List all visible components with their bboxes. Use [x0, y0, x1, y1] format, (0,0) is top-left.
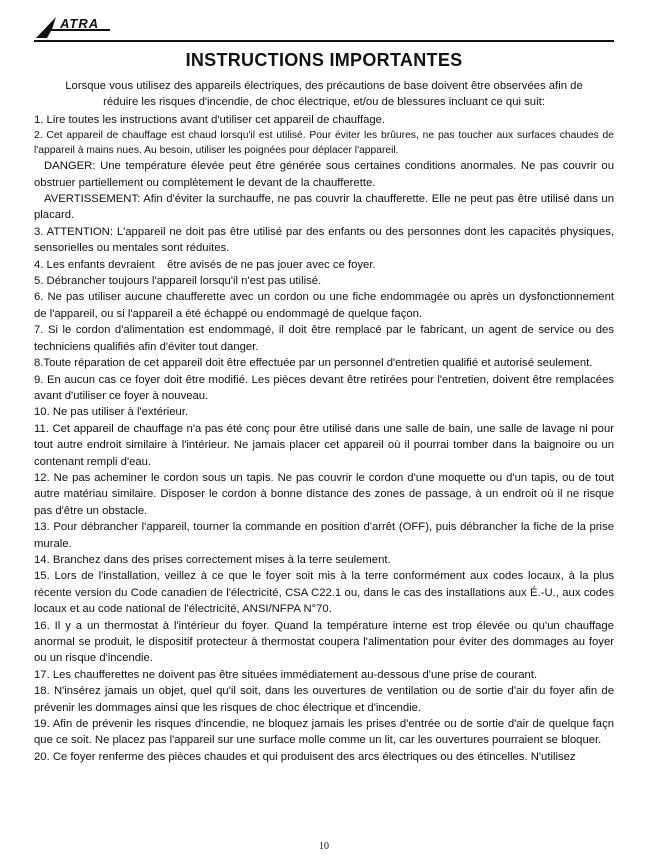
instruction-item: 19. Afin de prévenir les risques d'incendie, ne bloquez jamais les prises d'entrée ou de sortie d'air de quelque façn que ce soit. Ne placez pas l'appareil sur une surface molle comme un lit, car les ouvertures pourraient se bloquer.: [34, 718, 614, 747]
intro-paragraph: Lorsque vous utilisez des appareils électriques, des précautions de base doivent être observées afin de réduire les risques d'incendie, de choc électrique, et/ou de blessures incluant ce qui suit:: [65, 80, 583, 109]
danger-notice: DANGER: Une température élevée peut être générée sous certaines conditions anormales. Ne pas couvrir ou obstruer partiellement ou complètement le devant de la chaufferette.: [34, 160, 614, 189]
instruction-item: 18. N'insérez jamais un objet, quel qu'il soit, dans les ouvertures de ventilation ou de sortie d'air du foyer afin de prévenir les dommages ainsi que les risques de choc électrique et d'incendie.: [34, 685, 614, 714]
warning-notice: AVERTISSEMENT: Afin d'éviter la surchauffe, ne pas couvrir la chaufferette. Elle ne peut pas être utilisé dans un placard.: [34, 193, 614, 222]
instruction-item: 3. ATTENTION: L'appareil ne doit pas être utilisé par des enfants ou des personnes dont les capacités physiques, sensorielles ou mentales sont réduites.: [34, 225, 614, 255]
page-number: 10: [319, 841, 329, 852]
brand-logo-text: ATRA: [60, 16, 100, 31]
instruction-item: 10. Ne pas utiliser à l'extérieur.: [34, 406, 189, 419]
instruction-item: 6. Ne pas utiliser aucune chaufferette avec un cordon ou une fiche endommagée ou après un dysfonctionnement de l'appareil, ou si l'appareil a été échappé ou endommagé de quelque façon.: [34, 291, 614, 320]
instruction-item: 2. Cet appareil de chauffage est chaud lorsqu'il est utilisé. Pour éviter les brûures, ne pas toucher aux surfaces chaudes de l'appareil à mains nues. Au besoin, utiliser les poignées pour déplacer l'appareil.: [34, 130, 614, 157]
instruction-item: 13. Pour débrancher l'appareil, tourner la commande en position d'arrêt (OFF), puis débrancher la fiche de la prise murale.: [34, 521, 614, 550]
instruction-item: 16. Il y a un thermostat à l'intérieur du foyer. Quand la température interne est trop élevée ou qu'un chauffage anormal se produit, le dispositif protecteur à thermostat coupera l'alimentation pour éviter des dommages au foyer ou un risque d'incendie.: [34, 619, 614, 665]
document-body: [34, 78, 614, 765]
instruction-item: 8.Toute réparation de cet appareil doit être effectuée par un personnel d'entretien qualifié et autorisé seulement.: [34, 357, 593, 370]
header-rule: [34, 40, 614, 42]
instruction-item: 12. Ne pas acheminer le cordon sous un tapis. Ne pas couvrir le cordon d'une moquette ou d'un tapis, ou de tout autre matériau similaire. Disposer le cordon à bonne distance des zones de passage, à un endroit où il ne risque pas d'être un obstacle.: [34, 471, 614, 517]
instruction-item: 15. Lors de l'installation, veillez à ce que le foyer soit mis à la terre conformément aux codes locaux, à la plus récente version du Code canadien de l'électricité, CSA C22.1 ou, dans le cas des installations aux É.-U., aux codes locaux et au code national de l'électricité, ANSI/NFPA N°70.: [34, 570, 614, 616]
brand-logo: [34, 14, 114, 40]
instruction-item: 9. En aucun cas ce foyer doit être modifié. Les pièces devant être retirées pour l'entretien, doivent être remplacées avant d'utiliser ce foyer à nouveau.: [34, 373, 614, 402]
page-title: INSTRUCTIONS IMPORTANTES: [185, 50, 463, 70]
instruction-item: 11. Cet appareil de chauffage n'a pas été conç pour être utilisé dans une salle de bain, une salle de lavage ni pour tout autre endroit similaire à l'intérieur. Ne jamais placer cet appareil où il pourrai tomber dans la baignoire ou un contenant rempli d'eau.: [34, 422, 614, 468]
instruction-item: 4. Les enfants devraient être avisés de ne pas jouer avec ce foyer.: [34, 258, 376, 271]
instruction-item: 17. Les chaufferettes ne doivent pas être situées immédiatement au-dessous d'une prise de courant.: [34, 668, 538, 681]
instruction-item: 20. Ce foyer renferme des pièces chaudes et qui produisent des arcs électriques ou des étincelles. N'utilisez: [34, 750, 576, 763]
instruction-item: 5. Débrancher toujours l'appareil lorsqu'il n'est pas utilisé.: [34, 275, 322, 288]
instruction-item: 7. Si le cordon d'alimentation est endommagé, il doit être remplacé par le fabricant, un agent de service ou des techniciens qualifiés afin d'éviter tout danger.: [34, 324, 614, 353]
instruction-item: 14. Branchez dans des prises correctement mises à la terre seulement.: [34, 553, 391, 566]
instruction-item: 1. Lire toutes les instructions avant d'utiliser cet appareil de chauffage.: [34, 113, 386, 126]
